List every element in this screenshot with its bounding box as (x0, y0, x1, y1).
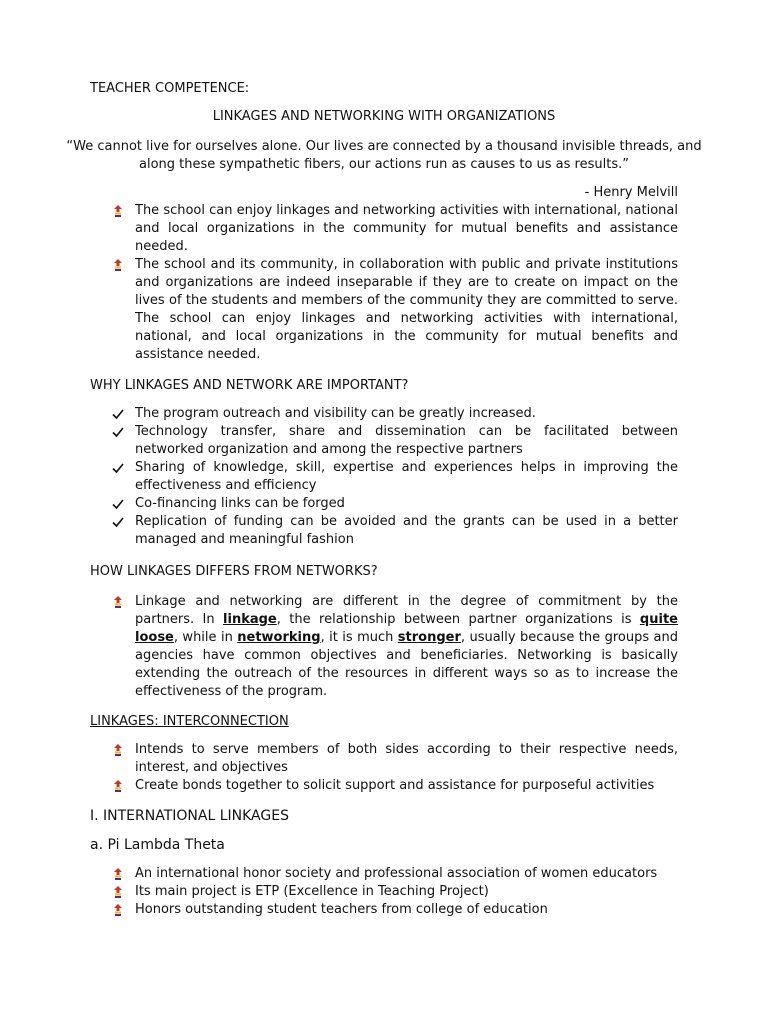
list-item-text: Create bonds together to solicit support and assistance for purposeful activities (135, 778, 655, 793)
networking-term: networking (237, 630, 321, 645)
quite-loose-term: quite loose (135, 612, 678, 645)
quote-text: “We cannot live for ourselves alone. Our lives are connected by a thousand invisible threads, and along these sympathetic fibers, our actions run as causes to us as results.” (66, 139, 702, 172)
list-item (110, 459, 678, 495)
how-text-part: Linkage and networking are different in the degree of commitment by the partners. In (135, 594, 678, 627)
list-item-text (135, 594, 678, 699)
how-list (110, 593, 678, 701)
list-item-text: The program outreach and visibility can be greatly increased. (135, 406, 536, 421)
check-icon (112, 498, 124, 510)
how-text-part: , it is much (320, 630, 398, 645)
pi-list-block (110, 865, 678, 919)
list-item (110, 741, 678, 777)
why-list (110, 405, 678, 549)
intro-list-block (110, 202, 678, 364)
why-list-block (110, 405, 678, 549)
list-item-text: Its main project is ETP (Excellence in Teaching Project) (135, 884, 489, 899)
list-item-text: Replication of funding can be avoided and the grants can be used in a better managed and meaningful fashion (135, 514, 678, 547)
pi-list (110, 865, 678, 919)
list-item (110, 865, 678, 883)
section-heading-how: HOW LINKAGES DIFFERS FROM NETWORKS? (90, 564, 378, 579)
page-title: LINKAGES AND NETWORKING WITH ORGANIZATIONS (212, 109, 556, 124)
list-item (110, 423, 678, 459)
how-list-block (110, 593, 678, 701)
arrow-bullet-icon (112, 780, 124, 792)
list-item (110, 495, 678, 513)
section-heading-interconnection: LINKAGES: INTERCONNECTION (90, 714, 289, 729)
list-item (110, 405, 678, 423)
check-icon (112, 408, 124, 420)
arrow-bullet-icon (112, 886, 124, 898)
list-item (110, 593, 678, 701)
subsection-heading-pi-lambda-theta: a. Pi Lambda Theta (90, 837, 225, 853)
how-text-part: , the relationship between partner organizations is (276, 612, 640, 627)
check-icon (112, 516, 124, 528)
how-text-part: , while in (173, 630, 238, 645)
list-item-text: Co-financing links can be forged (135, 496, 345, 511)
interconnection-list-block (110, 741, 678, 795)
list-item (110, 901, 678, 919)
check-icon (112, 462, 124, 474)
check-icon (112, 426, 124, 438)
list-item (110, 256, 678, 364)
list-item (110, 202, 678, 256)
list-item (110, 777, 678, 795)
list-item-text: Intends to serve members of both sides according to their respective needs, interest, and objectives (135, 742, 678, 775)
list-item-text: Technology transfer, share and dissemination can be facilitated between networked organization and among the respective partners (135, 424, 678, 457)
arrow-bullet-icon (112, 744, 124, 756)
document-label: TEACHER COMPETENCE: (90, 81, 250, 96)
section-heading-why: WHY LINKAGES AND NETWORK ARE IMPORTANT? (90, 378, 409, 393)
stronger-term: stronger (397, 630, 461, 645)
list-item-text: Sharing of knowledge, skill, expertise and experiences helps in improving the effectiveness and efficiency (135, 460, 678, 493)
arrow-bullet-icon (112, 904, 124, 916)
list-item (110, 513, 678, 549)
list-item-text: The school can enjoy linkages and networking activities with international, national and local organizations in the community for mutual benefits and assistance needed. (135, 203, 678, 254)
arrow-bullet-icon (112, 596, 124, 608)
arrow-bullet-icon (112, 205, 124, 217)
intro-list (110, 202, 678, 364)
list-item (110, 883, 678, 901)
arrow-bullet-icon (112, 259, 124, 271)
section-heading-international: I. INTERNATIONAL LINKAGES (90, 808, 289, 824)
arrow-bullet-icon (112, 868, 124, 880)
list-item-text: The school and its community, in collaboration with public and private institutions and organizations are indeed inseparable if they are to create on impact on the lives of the students and members of the community they are committed to serve. The school can enjoy linkages and networking activities with international, national, and local organizations in the community for mutual benefits and assistance needed. (135, 257, 678, 362)
list-item-text: An international honor society and professional association of women educators (135, 866, 658, 881)
interconnection-list (110, 741, 678, 795)
how-text-part: , usually because the groups and agencies have common objectives and beneficiaries. Networking is basically extending the outreach of the resources in different ways so as to increase the effectiveness of the program. (135, 630, 678, 699)
quote-author: - Henry Melvill (584, 185, 678, 200)
list-item-text: Honors outstanding student teachers from college of education (135, 902, 548, 917)
linkage-term: linkage (223, 612, 277, 627)
